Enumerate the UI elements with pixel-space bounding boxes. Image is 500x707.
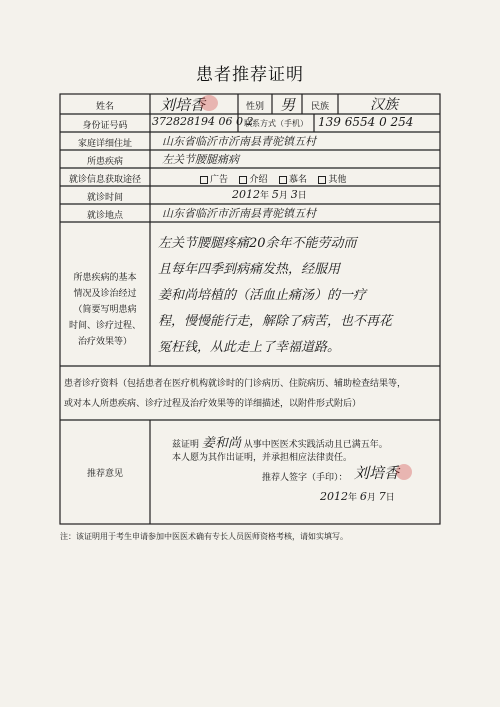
ethnicity-label: 民族 — [310, 102, 329, 112]
name-label: 姓名 — [95, 102, 114, 112]
visit-year: 2012 — [232, 188, 260, 201]
disease-value: 左关节腰腿痛病 — [162, 153, 239, 166]
address-value: 山东省临沂市沂南县青驼镇五村 — [162, 135, 316, 148]
phone-value: 139 6554 0 254 — [318, 115, 414, 129]
situation-line-2: 且每年四季到病痛发热，经服用 — [158, 262, 341, 277]
situation-line-1: 左关节腰腿疼痛20余年不能劳动而 — [158, 236, 357, 251]
visit-time-label: 就诊时间 — [86, 193, 123, 203]
recommend-day: 7 — [378, 490, 386, 503]
checkbox-icon — [279, 176, 287, 184]
checkbox-icon — [200, 176, 208, 184]
materials-note: 患者诊疗资料（包括患者在医疗机构就诊时的门诊病历、住院病历、辅助检查结果等， 或对本人所患疾病、诊疗过程及治疗效果等的详细描述，以附件形式附后） — [64, 379, 407, 409]
recommend-label: 推荐意见 — [86, 469, 123, 479]
address-label: 家庭详细住址 — [77, 139, 132, 149]
visit-day: 3 — [290, 188, 298, 201]
recommend-line-2: 本人愿为其作出证明，并承担相应法律责任。 — [172, 453, 353, 463]
name-value: 刘培香 — [160, 96, 206, 114]
visit-date: 2012年 5月 3日 — [232, 188, 307, 201]
recommend-year: 2012 — [320, 490, 348, 503]
situation-line-3: 姜和尚培植的（活血止痛汤）的一疗 — [158, 288, 367, 303]
checkbox-icon — [318, 176, 326, 184]
gender-label: 性别 — [245, 102, 264, 112]
fingerprint-seal-icon — [200, 95, 218, 111]
contact-label: 联系方式（手机） — [244, 119, 308, 128]
disease-label: 所患疾病 — [86, 157, 123, 167]
source-option-intro[interactable]: 介绍 — [239, 175, 267, 185]
visit-month: 5 — [271, 188, 279, 201]
recommend-line-1: 兹证明 姜和尚 从事中医医术实践活动且已满五年。 — [172, 436, 388, 451]
situation-line-5: 冤枉钱，从此走上了幸福道路。 — [158, 340, 341, 355]
visit-place-value: 山东省临沂市沂南县青驼镇五村 — [162, 207, 316, 220]
checkbox-icon — [239, 176, 247, 184]
signer-fingerprint-icon — [396, 464, 412, 480]
source-label: 就诊信息获取途径 — [68, 175, 141, 185]
visit-place-label: 就诊地点 — [86, 211, 123, 221]
source-option-ad[interactable]: 广告 — [200, 175, 228, 185]
practitioner-name: 姜和尚 — [201, 436, 241, 451]
recommend-month: 6 — [359, 490, 367, 503]
gender-value: 男 — [280, 96, 296, 114]
page-title: 患者推荐证明 — [196, 65, 304, 85]
situation-line-4: 程，慢慢能行走，解除了病苦，也不再花 — [158, 314, 393, 329]
signer-signature: 刘培香 — [354, 464, 400, 482]
id-number-value: 372828194 06 0 2 — [152, 115, 254, 128]
source-options — [200, 172, 346, 185]
ethnicity-value: 汉族 — [370, 97, 398, 113]
source-option-reputation[interactable]: 慕名 — [279, 175, 307, 185]
source-option-other[interactable]: 其他 — [318, 175, 346, 185]
footnote: 注：该证明用于考生申请参加中医医术确有专长人员医师资格考核，请如实填写。 — [60, 532, 348, 541]
signer-label: 推荐人签字（手印）： — [262, 473, 348, 483]
recommend-date: 2012年 6月 7日 — [320, 490, 395, 503]
id-number-label: 身份证号码 — [82, 121, 128, 131]
situation-label: 所患疾病的基本 情况及诊治经过 （简要写明患病 时间、诊疗过程、 治疗效果等） — [68, 273, 141, 347]
